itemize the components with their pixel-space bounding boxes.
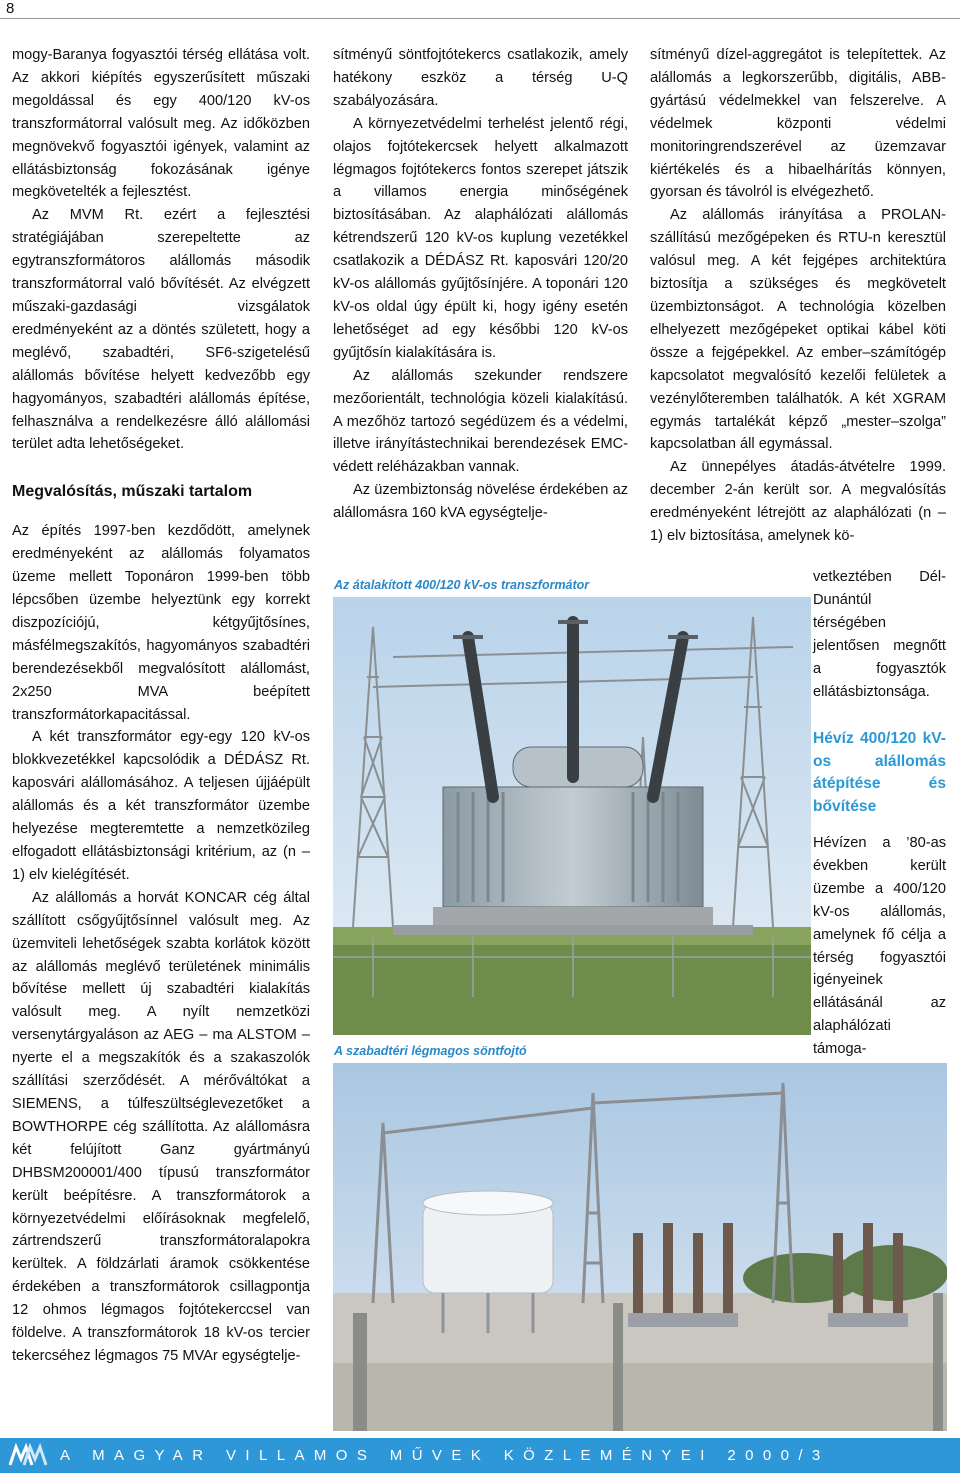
- shunt-reactor-illustration: [333, 1063, 947, 1431]
- col2-paragraph-3: Az alállomás szekunder rendszere mezőorientált, technológia közeli kialakítású. A mezőhöz tartozó segédüzem és a védelmi, illetve irányítástechnikai berendezések EMC-védett reléházakban vannak.: [333, 367, 628, 476]
- col1-paragraph-2: Az MVM Rt. ezért a fejlesztési stratégiájában szerepeltette az egytranszformátoros alállomás második transzformátorral való bővítését. Az elvégzett műszaki-gazdasági vizsgálatok eredményeként az a döntés született, hogy a meglévő, szabadtéri, SF6-szigetelésű alállomás bővítése helyett kedvezőbb egy hagyományos, szabadtéri alállomás építése, felhasználva a rendelkezésre álló alállomási terület adta lehetőségeket.: [12, 207, 310, 453]
- photo-caption-top: Az átalakított 400/120 kV-os transzformátor: [334, 578, 590, 592]
- side-heading: Hévíz 400/120 kV-os alállomás átépítése és bővítése: [813, 730, 946, 815]
- footer-title: A MAGYAR VILLAMOS MŰVEK KÖZLEMÉNYEI 2000/3: [60, 1447, 830, 1464]
- col1-paragraph-3: Az építés 1997-ben kezdődött, amelynek eredményeként az alállomás folyamatos üzeme mellett Toponáron 1999-ben több lépcsőben üzembe helyeztünk egy korrekt diszpozíciójú, kétgyűjtősínes, másfélmegszakítós, hagyományos szabadtéri berendezésekből megvalósított alállomást, 2x250 MVA beépített transzformátorkapacitással.: [12, 523, 310, 723]
- section-heading: Megvalósítás, műszaki tartalom: [12, 483, 253, 501]
- col3-paragraph-4: Hévízen a ’80-as években került üzembe a 400/120 kV-os alállomás, amelynek fő célja a térség fogyasztói igényeinek ellátásánál az alaphálózati támoga-: [813, 835, 946, 1058]
- column-2: [333, 44, 628, 525]
- transformer-photo: [333, 597, 811, 1035]
- header-rule: [0, 18, 960, 19]
- column-3: [650, 44, 946, 548]
- col3-paragraph-2: Az alállomás irányítása a PROLAN-szállítású mezőgépeken és RTU-n keresztül valósul meg. A két fejgépes architektúra biztosítja a szükséges és megkövetelt üzembiztonságot. A technológia közelben elhelyezett mezőgépeket optikai kábel köti össze a fejgépekkel. Az ember–számítógép kapcsolatot megvalósító kezelői felületek a vezénylőteremben találhatók. A két XGRAM egymás tartalékát képző „mester–szolga” kapcsolatban áll egymással.: [650, 207, 946, 453]
- col3-paragraph-1: sítményű dízel-aggregátot is telepítettek. Az alállomás a legkorszerűbb, digitális, ABB-gyártású védelmekkel van felszerelve. A védelmek központi védelmi monitoringrendszerével az üzemzavar kiértékelés és a hibaelhárítás könnyen, gyorsan és távolról is elvégezhető.: [650, 47, 946, 201]
- footer-bar: [0, 1438, 960, 1473]
- column-1: [12, 44, 310, 1368]
- page-number: 8: [6, 0, 15, 17]
- mvm-logo-icon: [8, 1443, 48, 1467]
- shunt-reactor-photo: [333, 1063, 947, 1431]
- photo-caption-bottom: A szabadtéri légmagos söntfojtó: [334, 1044, 527, 1058]
- col1-paragraph-1: mogy-Baranya fogyasztói térség ellátása volt. Az akkori kiépítés egyszerűsített műszaki megoldással és egy 400/120 kV-os transzformátorral valósult meg. Az időközben megnövekvő fogyasztói igények, valamint az ellátásbiztonság fokozásának igénye megkövetelték a fejlesztést.: [12, 47, 310, 201]
- transformer-illustration: [333, 597, 811, 1035]
- col3-paragraph-3b: vetkeztében Dél-Dunántúl térségében jelentősen megnőtt a fogyasztók ellátásbiztonsága.: [813, 569, 946, 700]
- col2-paragraph-4: Az üzembiztonság növelése érdekében az alállomásra 160 kVA egységtelje-: [333, 482, 628, 522]
- column-3-narrow: [813, 566, 946, 828]
- col3-paragraph-3a: Az ünnepélyes átadás-átvételre 1999. december 2-án került sor. A megvalósítás eredményeként létrejött az alaphálózati (n – 1) elv biztosítása, amelynek kö-: [650, 459, 946, 545]
- column-3-narrow-body: [813, 832, 946, 1061]
- col1-paragraph-4: A két transzformátor egy-egy 120 kV-os blokkvezetékkel kapcsolódik a DÉDÁSZ Rt. kaposvári alállomásához. A teljesen újjáépült alállomás és a két transzformátor üzembe helyezése megteremtette a nemzetközileg elfogadott ellátásbiztonsági kritérium, az (n – 1) elv kielégítését.: [12, 729, 310, 883]
- col1-paragraph-5: Az alállomás a horvát KONCAR cég által szállított csőgyűjtősínnel valósult meg. Az üzemviteli lehetőségek szabta korlátok között az alállomás meglévő területének minimális bővítése mellett új szabadtéri kialakítás valósult meg. A nyílt nemzetközi versenytárgyaláson az AEG – ma ALSTOM – nyerte el a megszakítók és a szakaszolók szállítási szerződését. A mérőváltókat a SIEMENS, a túlfeszültséglevezetőket a BOWTHORPE cég szállította. Az alállomásra két felújított Ganz gyártmányú DHBSM200001/400 típusú transzformátor került beépítésre. A transzformátorok a környezetvédelmi előírásoknak megfelelő, zártrendszerű transzformátoralapokra kerültek. A földzárlati áramok csökkentése érdekében a transzformátorok csillagpontja 12 ohmos légmagos fojtótekerccsel van földelve. A transzformátorok 18 kV-os tercier tekercséhez légmagos 75 MVAr egységtelje-: [12, 889, 310, 1364]
- col2-paragraph-2: A környezetvédelmi terhelést jelentő régi, olajos fojtótekercsek helyett alkalmazott légmagos fojtótekercs fontos szerepet játszik a villamos energia minőségének biztosításában. Az alaphálózati alállomás kétrendszerű 120 kV-os kuplung vezetékkel csatlakozik a DÉDÁSZ Rt. kaposvári 120/20 kV-os alállomás gyűjtősínjére. A toponári 120 kV-os oldal úgy épült ki, hogy igény esetén lehetőséget ad egy későbbi 120 kV-os gyűjtősín kialakítására is.: [333, 115, 628, 361]
- col2-paragraph-1: sítményű söntfojtótekercs csatlakozik, amely hatékony eszköz a térség U-Q szabályozására.: [333, 47, 628, 109]
